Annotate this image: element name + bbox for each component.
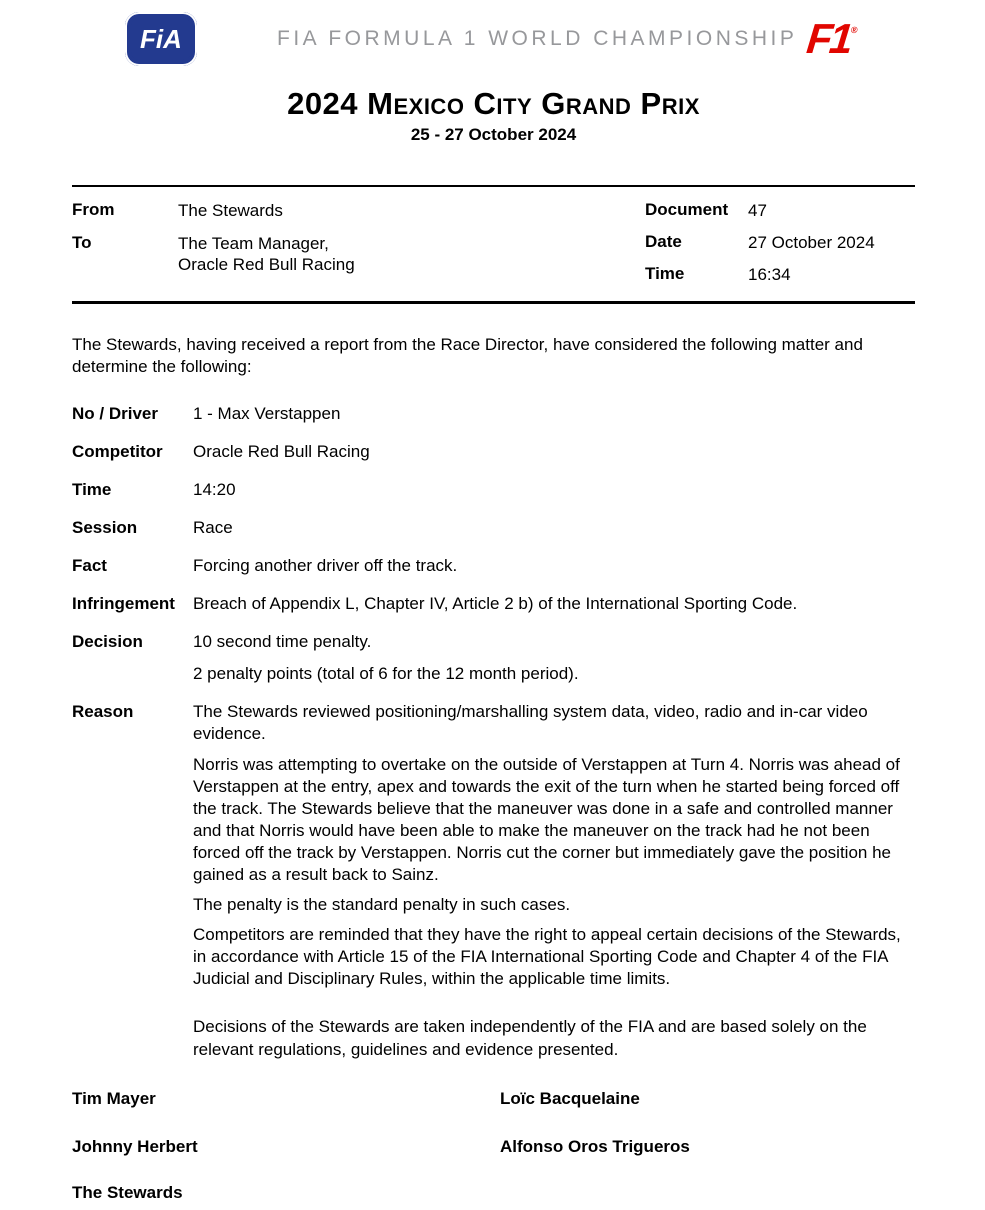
- field-decision-value: [193, 631, 915, 685]
- date-row: [645, 232, 915, 253]
- field-time: [72, 479, 915, 501]
- title-block: [72, 86, 915, 145]
- field-session-label: Session: [72, 517, 138, 537]
- date-label: Date: [645, 231, 682, 251]
- meta-right-column: [645, 200, 915, 286]
- intro-paragraph: The Stewards, having received a report from the Race Director, have considered the following matter and determine the following:: [72, 335, 863, 377]
- f1-reg-mark: ®: [850, 25, 859, 35]
- event-dates: 25 - 27 October 2024: [410, 124, 577, 144]
- signature-alfonso-oros-trigueros: Alfonso Oros Trigueros: [500, 1136, 690, 1156]
- from-row: [72, 200, 645, 221]
- field-competitor: [72, 441, 915, 463]
- to-value-line2: Oracle Red Bull Racing: [178, 255, 355, 275]
- field-session-value: Race: [193, 517, 233, 537]
- field-infringement: [72, 593, 915, 615]
- from-value: The Stewards: [178, 200, 283, 220]
- signature-johnny-herbert: Johnny Herbert: [72, 1136, 198, 1156]
- field-infringement-label: Infringement: [72, 594, 175, 614]
- field-no-driver-value: 1 - Max Verstappen: [193, 403, 341, 423]
- document-value: 47: [748, 200, 767, 220]
- field-fact: [72, 555, 915, 577]
- reason-paragraph-5: Decisions of the Stewards are taken independently of the FIA and are based solely on the relevant regulations, guidelines and evidence presented.: [193, 1017, 867, 1059]
- event-title: 2024 Mexico City Grand Prix: [287, 86, 700, 121]
- to-label: To: [72, 232, 92, 252]
- field-session: [72, 517, 915, 539]
- date-value: 27 October 2024: [748, 232, 875, 252]
- meta-table: [72, 185, 915, 305]
- field-competitor-label: Competitor: [72, 441, 163, 461]
- field-infringement-value: Breach of Appendix L, Chapter IV, Article 2 b) of the International Sporting Code.: [193, 594, 798, 614]
- signatures-grid: [72, 1089, 915, 1157]
- reason-paragraph-4: Competitors are reminded that they have the right to appeal certain decisions of the Stewards, in accordance with Article 15 of the FIA International Sporting Code and Chapter 4 of the FIA Judicial and Disciplinary Rules, within the applicable time limits.: [193, 925, 901, 989]
- time-label: Time: [645, 264, 685, 284]
- decision-line-1: 10 second time penalty.: [193, 632, 372, 652]
- from-label: From: [72, 199, 115, 219]
- field-reason: [72, 701, 915, 1060]
- reason-paragraph-1: The Stewards reviewed positioning/marshalling system data, video, radio and in-car video evidence.: [193, 702, 868, 744]
- masthead: [72, 0, 915, 72]
- field-time-label: Time: [72, 479, 112, 499]
- field-reason-label: Reason: [72, 702, 134, 722]
- field-reason-value: [193, 701, 915, 1060]
- reason-paragraph-2: Norris was attempting to overtake on the outside of Verstappen at Turn 4. Norris was ahead of Verstappen at the entry, apex and towards the exit of the turn when he started being forced off the track. The Stewards believe that the maneuver was done in a safe and controlled manner and that Norris would have been able to make the maneuver on the track had he not been forced off the track by Verstappen. Norris cut the corner but immediately gave the position he gained as a result back to Sainz.: [193, 754, 900, 884]
- field-decision: [72, 631, 915, 685]
- to-value: [178, 233, 355, 276]
- field-time-value: 14:20: [193, 479, 236, 499]
- document-row: [645, 200, 915, 221]
- reason-paragraph-3: The penalty is the standard penalty in such cases.: [193, 895, 571, 915]
- championship-title: FIA FORMULA 1 WORLD CHAMPIONSHIP: [277, 27, 798, 50]
- f1-logo: [804, 15, 859, 62]
- field-fact-value: Forcing another driver off the track.: [193, 555, 458, 575]
- f1-logo-text: F1: [804, 15, 853, 62]
- time-value: 16:34: [748, 265, 791, 285]
- signature-tim-mayer: Tim Mayer: [72, 1088, 156, 1108]
- signature-loic-bacquelaine: Loïc Bacquelaine: [500, 1088, 640, 1108]
- to-row: [72, 233, 645, 276]
- fia-logo: [125, 12, 197, 66]
- stewards-footer: The Stewards: [72, 1182, 183, 1202]
- fia-logo-text: FiA: [140, 23, 182, 54]
- field-decision-label: Decision: [72, 632, 143, 652]
- signatures-section: [72, 1089, 915, 1203]
- meta-left-column: [72, 200, 645, 286]
- fields-section: [72, 403, 915, 1061]
- to-value-line1: The Team Manager,: [178, 233, 329, 253]
- field-competitor-value: Oracle Red Bull Racing: [193, 441, 370, 461]
- decision-line-2: 2 penalty points (total of 6 for the 12 month period).: [193, 664, 579, 684]
- document-label: Document: [645, 199, 729, 219]
- field-fact-label: Fact: [72, 555, 107, 575]
- field-no-driver-label: No / Driver: [72, 403, 158, 423]
- time-row: [645, 264, 915, 285]
- field-no-driver: [72, 403, 915, 425]
